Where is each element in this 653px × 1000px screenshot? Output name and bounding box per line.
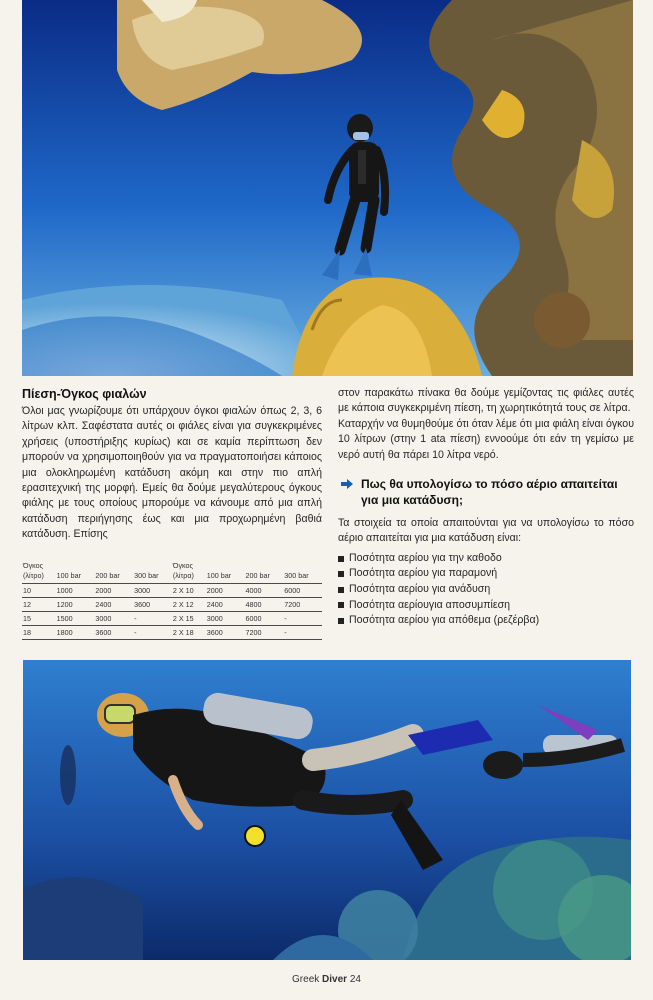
tank-capacity-table [22, 561, 322, 640]
table-cell: 2000 [206, 584, 245, 598]
table-cell: 1800 [56, 626, 95, 640]
table-cell: - [283, 612, 322, 626]
square-bullet-icon [338, 571, 344, 577]
table-cell: 2 X 18 [172, 626, 206, 640]
gas-list [338, 551, 634, 629]
table-cell: - [133, 612, 172, 626]
magazine-prefix: Greek [292, 974, 320, 985]
list-item: Ποσότητα αερίου για ανάδυση [338, 582, 634, 598]
table-cell: 3600 [94, 626, 133, 640]
table-cell: 3600 [206, 626, 245, 640]
square-bullet-icon [338, 618, 344, 624]
table-cell: 12 [22, 598, 56, 612]
subheading-text: Πως θα υπολογίσω το πόσο αέριο απαιτείται για μια κατάδυση; [361, 477, 618, 508]
list-intro: Τα στοιχεία τα οποία απαιτούνται για να υπολογίσω το πόσο αέριο απαιτείται για μια κατάδυση είναι: [338, 517, 634, 545]
magazine-brand: Diver [322, 974, 348, 985]
table-cell: 3000 [94, 612, 133, 626]
table-row [22, 612, 322, 626]
right-column [338, 386, 634, 629]
table-header-row [22, 561, 322, 584]
table-cell: 18 [22, 626, 56, 640]
left-column [22, 387, 322, 543]
table-cell: 1000 [56, 584, 95, 598]
table-header-cell: 300 bar [284, 571, 309, 580]
table-cell: 10 [22, 584, 56, 598]
table-row [22, 598, 322, 612]
page-footer [0, 974, 653, 985]
arrow-right-icon [341, 479, 353, 489]
page-number: 24 [349, 974, 361, 985]
bottom-photo-divers-reef [23, 660, 631, 960]
square-bullet-icon [338, 587, 344, 593]
table-cell: 2 X 12 [172, 598, 206, 612]
table-cell: 1200 [56, 598, 95, 612]
table-cell: 2400 [206, 598, 245, 612]
table-cell: 2 X 15 [172, 612, 206, 626]
continuation-paragraph: στον παρακάτω πίνακα θα δούμε γεμίζοντας τις φιάλες αυτές με κάποια συγκεκριμένη πίεση, τη χωρητικότητά τους σε λίτρα. [338, 387, 634, 415]
table-cell: 6000 [244, 612, 283, 626]
section-title: Πίεση-Όγκος φιαλών [22, 387, 147, 401]
square-bullet-icon [338, 556, 344, 562]
table-cell: 15 [22, 612, 56, 626]
table-cell: 3000 [206, 612, 245, 626]
table-row [22, 626, 322, 640]
list-item: Ποσότητα αερίου για απόθεμα (ρεζέρβα) [338, 613, 634, 629]
intro-paragraph: Όλοι μας γνωρίζουμε ότι υπάρχουν όγκοι φιαλών όπως 2, 3, 6 λίτρων κλπ. Σαφέστατα αυτές οι φιάλες είναι για συγκεκριμένες χρήσεις (υποστήριξης κυρίως) και σε καμία περίπτωση δεν μπορούν να χρησιμοποιηθούν για να πραγματοποιήσει κάποιος μια ολοκληρωμένη κατάδυση ακόμη και στην πιο απλή ερασιτεχνική της μορφή. Εμείς θα δούμε μεγαλύτερους όγκους φιάλης με τους οποίους μπορούμε να κάνουμε από μια απλή κατάδυση περιήγησης έως και μια προχωρημένη βαθιά κατάδυση. Επίσης [22, 405, 322, 541]
table-cell: 2000 [94, 584, 133, 598]
table-header-cell: 100 bar [56, 571, 82, 580]
table-cell: 4000 [244, 584, 283, 598]
list-item: Ποσότητα αερίου για παραμονή [338, 566, 634, 582]
table-cell: 1500 [56, 612, 95, 626]
table-cell: - [133, 626, 172, 640]
table-cell: 2 X 10 [172, 584, 206, 598]
table-cell: 3600 [133, 598, 172, 612]
list-item: Ποσότητα αερίουγια αποσυμπίεση [338, 598, 634, 614]
table-header-cell: Όγκος (λίτρο) [23, 561, 44, 580]
reminder-paragraph: Καταρχήν να θυμηθούμε ότι όταν λέμε ότι μια φιάλη είναι όγκου 10 λίτρων (στην 1 ata πίεση) εννοούμε ότι εάν τη γεμίσω με νερό αυτή θα πάρει 10 λίτρα νερό. [338, 417, 634, 461]
top-photo-diver-coral [22, 0, 633, 376]
table-cell: 3000 [133, 584, 172, 598]
square-bullet-icon [338, 602, 344, 608]
table-cell: 7200 [283, 598, 322, 612]
table-cell: - [283, 626, 322, 640]
table-header-cell: Όγκος (λίτρα) [172, 561, 194, 580]
table-row [22, 584, 322, 598]
table-cell: 2400 [94, 598, 133, 612]
list-item: Ποσότητα αερίου για την καθοδο [338, 551, 634, 567]
table-header-cell: 300 bar [134, 571, 159, 580]
table-cell: 4800 [244, 598, 283, 612]
subheading [338, 476, 634, 508]
table-header-cell: 200 bar [95, 571, 120, 580]
table-cell: 6000 [283, 584, 322, 598]
table-header-cell: 100 bar [206, 571, 232, 580]
table-header-cell: 200 bar [245, 571, 270, 580]
table-cell: 7200 [244, 626, 283, 640]
